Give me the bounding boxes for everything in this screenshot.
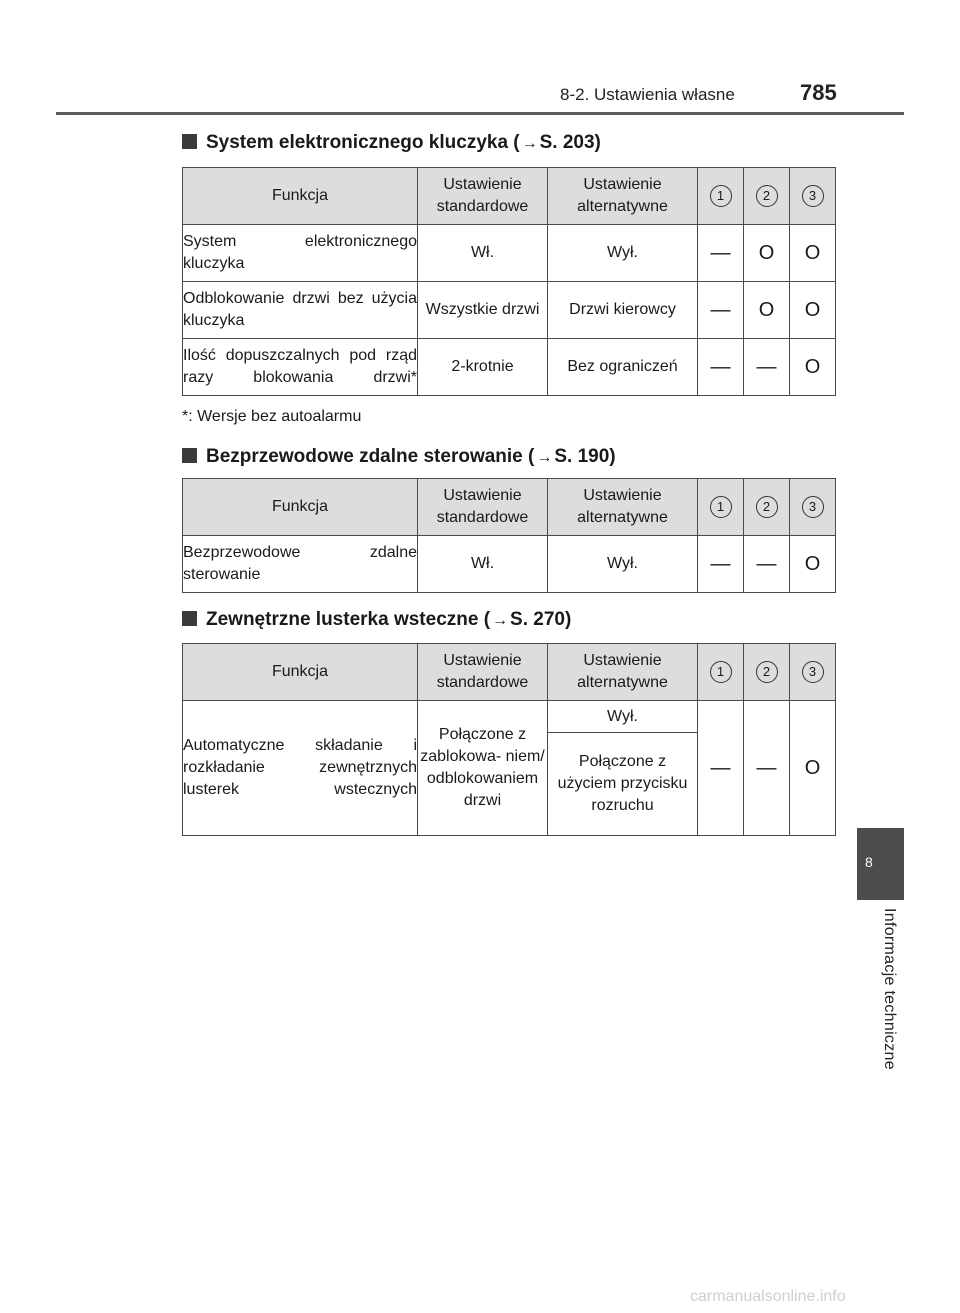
mark-cell: — xyxy=(698,282,744,339)
section-heading-mirrors xyxy=(182,609,571,631)
alternative-cell: Bez ograniczeń xyxy=(548,339,698,396)
column-header: Ustawienie alternatywne xyxy=(548,644,698,701)
table-row xyxy=(183,282,836,339)
circled-number-icon: 1 xyxy=(710,496,732,518)
column-header xyxy=(698,479,744,536)
standard-cell: Wł. xyxy=(418,225,548,282)
mark-cell: O xyxy=(790,701,836,836)
circled-number-icon: 1 xyxy=(710,661,732,683)
mark-cell: O xyxy=(790,339,836,396)
column-header: Ustawienie alternatywne xyxy=(548,479,698,536)
table-header-row xyxy=(183,168,836,225)
standard-cell: Połączone z zablokowa- niem/ odblokowaniem drzwi xyxy=(418,701,548,836)
arrow-icon: → xyxy=(492,612,509,629)
mark-cell: O xyxy=(744,225,790,282)
column-header: Ustawienie alternatywne xyxy=(548,168,698,225)
column-header: Funkcja xyxy=(183,168,418,225)
arrow-icon: → xyxy=(536,449,553,466)
circled-number-icon: 2 xyxy=(756,496,778,518)
column-header xyxy=(790,168,836,225)
column-header: Funkcja xyxy=(183,644,418,701)
function-cell: Bezprzewodowe zdalne sterowanie xyxy=(183,536,418,593)
mark-cell: — xyxy=(744,339,790,396)
chapter-tab xyxy=(857,828,904,900)
watermark: carmanualsonline.info xyxy=(690,1288,846,1305)
section-heading-electronic-key xyxy=(182,132,601,154)
column-header: Ustawienie standardowe xyxy=(418,168,548,225)
mark-cell: — xyxy=(698,701,744,836)
section-title: 8-2. Ustawienia własne xyxy=(560,85,735,104)
section-heading-remote-control xyxy=(182,446,616,468)
table-row xyxy=(183,339,836,396)
arrow-icon: → xyxy=(521,135,538,152)
table-row xyxy=(183,225,836,282)
column-header: Ustawienie standardowe xyxy=(418,644,548,701)
alternative-cell: Wył. xyxy=(548,225,698,282)
circled-number-icon: 3 xyxy=(802,185,824,207)
alternative-cell: Wył. xyxy=(548,701,698,733)
mirrors-table xyxy=(182,643,836,836)
column-header xyxy=(744,479,790,536)
page-reference: S. 190) xyxy=(554,446,616,467)
page-number: 785 xyxy=(800,80,837,105)
mark-cell: — xyxy=(698,339,744,396)
table-row xyxy=(183,536,836,593)
heading-text: Bezprzewodowe zdalne sterowanie ( xyxy=(206,446,535,467)
function-cell: System elektronicznego kluczyka xyxy=(183,225,418,282)
circled-number-icon: 2 xyxy=(756,661,778,683)
circled-number-icon: 3 xyxy=(802,496,824,518)
alternative-cell: Połączone z użyciem przycisku rozruchu xyxy=(548,733,698,836)
remote-control-table xyxy=(182,478,836,593)
mark-cell: O xyxy=(744,282,790,339)
column-header xyxy=(698,168,744,225)
function-cell: Automatyczne składanie i rozkładanie zewnętrznych lusterek wstecznych xyxy=(183,701,418,836)
standard-cell: Wł. xyxy=(418,536,548,593)
page-reference: S. 270) xyxy=(510,609,572,630)
mark-cell: — xyxy=(698,536,744,593)
footnote: *: Wersje bez autoalarmu xyxy=(182,408,362,425)
chapter-number: 8 xyxy=(865,854,873,870)
alternative-cell: Drzwi kierowcy xyxy=(548,282,698,339)
square-bullet-icon xyxy=(182,611,197,626)
standard-cell: 2-krotnie xyxy=(418,339,548,396)
mark-cell: — xyxy=(744,536,790,593)
standard-cell: Wszystkie drzwi xyxy=(418,282,548,339)
mark-cell: — xyxy=(744,701,790,836)
circled-number-icon: 1 xyxy=(710,185,732,207)
column-header: Funkcja xyxy=(183,479,418,536)
column-header xyxy=(744,168,790,225)
function-cell: Odblokowanie drzwi bez użycia kluczyka xyxy=(183,282,418,339)
square-bullet-icon xyxy=(182,448,197,463)
column-header xyxy=(790,479,836,536)
chapter-title: Informacje techniczne xyxy=(881,908,898,1070)
alternative-cell: Wył. xyxy=(548,536,698,593)
square-bullet-icon xyxy=(182,134,197,149)
mark-cell: O xyxy=(790,536,836,593)
column-header: Ustawienie standardowe xyxy=(418,479,548,536)
header-rule xyxy=(56,112,904,115)
circled-number-icon: 2 xyxy=(756,185,778,207)
mark-cell: — xyxy=(698,225,744,282)
column-header xyxy=(698,644,744,701)
mark-cell: O xyxy=(790,282,836,339)
column-header xyxy=(790,644,836,701)
circled-number-icon: 3 xyxy=(802,661,824,683)
heading-text: System elektronicznego kluczyka ( xyxy=(206,132,520,153)
function-cell: Ilość dopuszczalnych pod rząd razy blokowania drzwi* xyxy=(183,339,418,396)
table-row xyxy=(183,701,836,733)
mark-cell: O xyxy=(790,225,836,282)
page-reference: S. 203) xyxy=(539,132,601,153)
table-header-row xyxy=(183,479,836,536)
column-header xyxy=(744,644,790,701)
electronic-key-table xyxy=(182,167,836,396)
heading-text: Zewnętrzne lusterka wsteczne ( xyxy=(206,609,491,630)
table-header-row xyxy=(183,644,836,701)
